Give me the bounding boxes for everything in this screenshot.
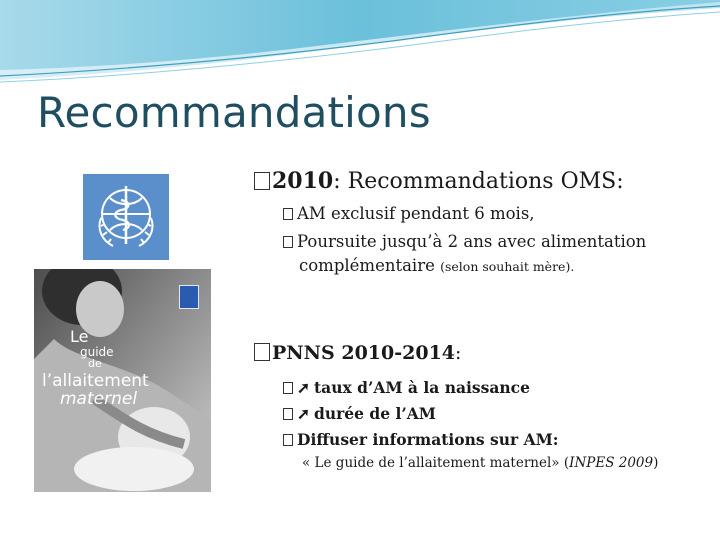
book-title-le: Le xyxy=(70,327,89,346)
page-title: Recommandations xyxy=(37,88,431,137)
pnns-heading-text: PNNS 2010-2014 xyxy=(272,342,456,364)
breastfeeding-guide-cover-image xyxy=(34,269,211,492)
oms-heading-text: : Recommandations OMS: xyxy=(333,169,624,194)
pnns-item-3-text: Diffuser informations sur AM: xyxy=(297,430,559,449)
pnns-guide-line xyxy=(302,455,658,471)
book-title-de: de xyxy=(88,357,102,370)
up-right-arrow-icon: ➚ xyxy=(297,378,310,397)
oms-heading xyxy=(254,168,624,194)
pnns-item-2-text: durée de l’AM xyxy=(314,404,436,423)
bullet-icon xyxy=(254,343,270,361)
pnns-item-1 xyxy=(283,378,530,397)
oms-year: 2010 xyxy=(272,168,334,194)
who-logo-icon xyxy=(83,174,169,260)
oms-item-2 xyxy=(283,232,646,251)
bullet-icon xyxy=(283,434,293,446)
bullet-icon xyxy=(283,408,293,420)
oms-item-1-text: AM exclusif pendant 6 mois, xyxy=(297,204,535,223)
bullet-icon xyxy=(283,208,293,220)
bullet-icon xyxy=(283,236,293,248)
up-right-arrow-icon: ➚ xyxy=(297,404,310,423)
pnns-item-1-text: taux d’AM à la naissance xyxy=(314,378,530,397)
oms-continuation-note: (selon souhait mère). xyxy=(440,259,575,274)
pnns-item-3 xyxy=(283,430,559,449)
oms-item-2-continuation xyxy=(299,256,574,275)
bullet-icon xyxy=(254,172,270,190)
guide-close-text: ) xyxy=(653,455,659,471)
oms-item-2-text: Poursuite jusqu’à 2 ans avec alimentation xyxy=(297,232,647,251)
book-title-allaitement: l’allaitement xyxy=(42,371,149,391)
oms-continuation-text: complémentaire xyxy=(299,256,435,275)
guide-source-text: INPES 2009 xyxy=(569,455,654,471)
guide-title-text: « Le guide de l’allaitement maternel» ( xyxy=(302,455,570,471)
book-title-maternel: maternel xyxy=(60,389,138,409)
bullet-icon xyxy=(283,382,293,394)
book-title-guide: guide xyxy=(80,345,114,359)
pnns-item-2 xyxy=(283,404,436,423)
header-wave-decoration xyxy=(0,0,720,90)
pnns-heading-colon: : xyxy=(455,342,462,364)
book-badge-icon xyxy=(179,285,199,309)
pnns-heading xyxy=(254,342,461,364)
oms-item-1 xyxy=(283,204,535,223)
